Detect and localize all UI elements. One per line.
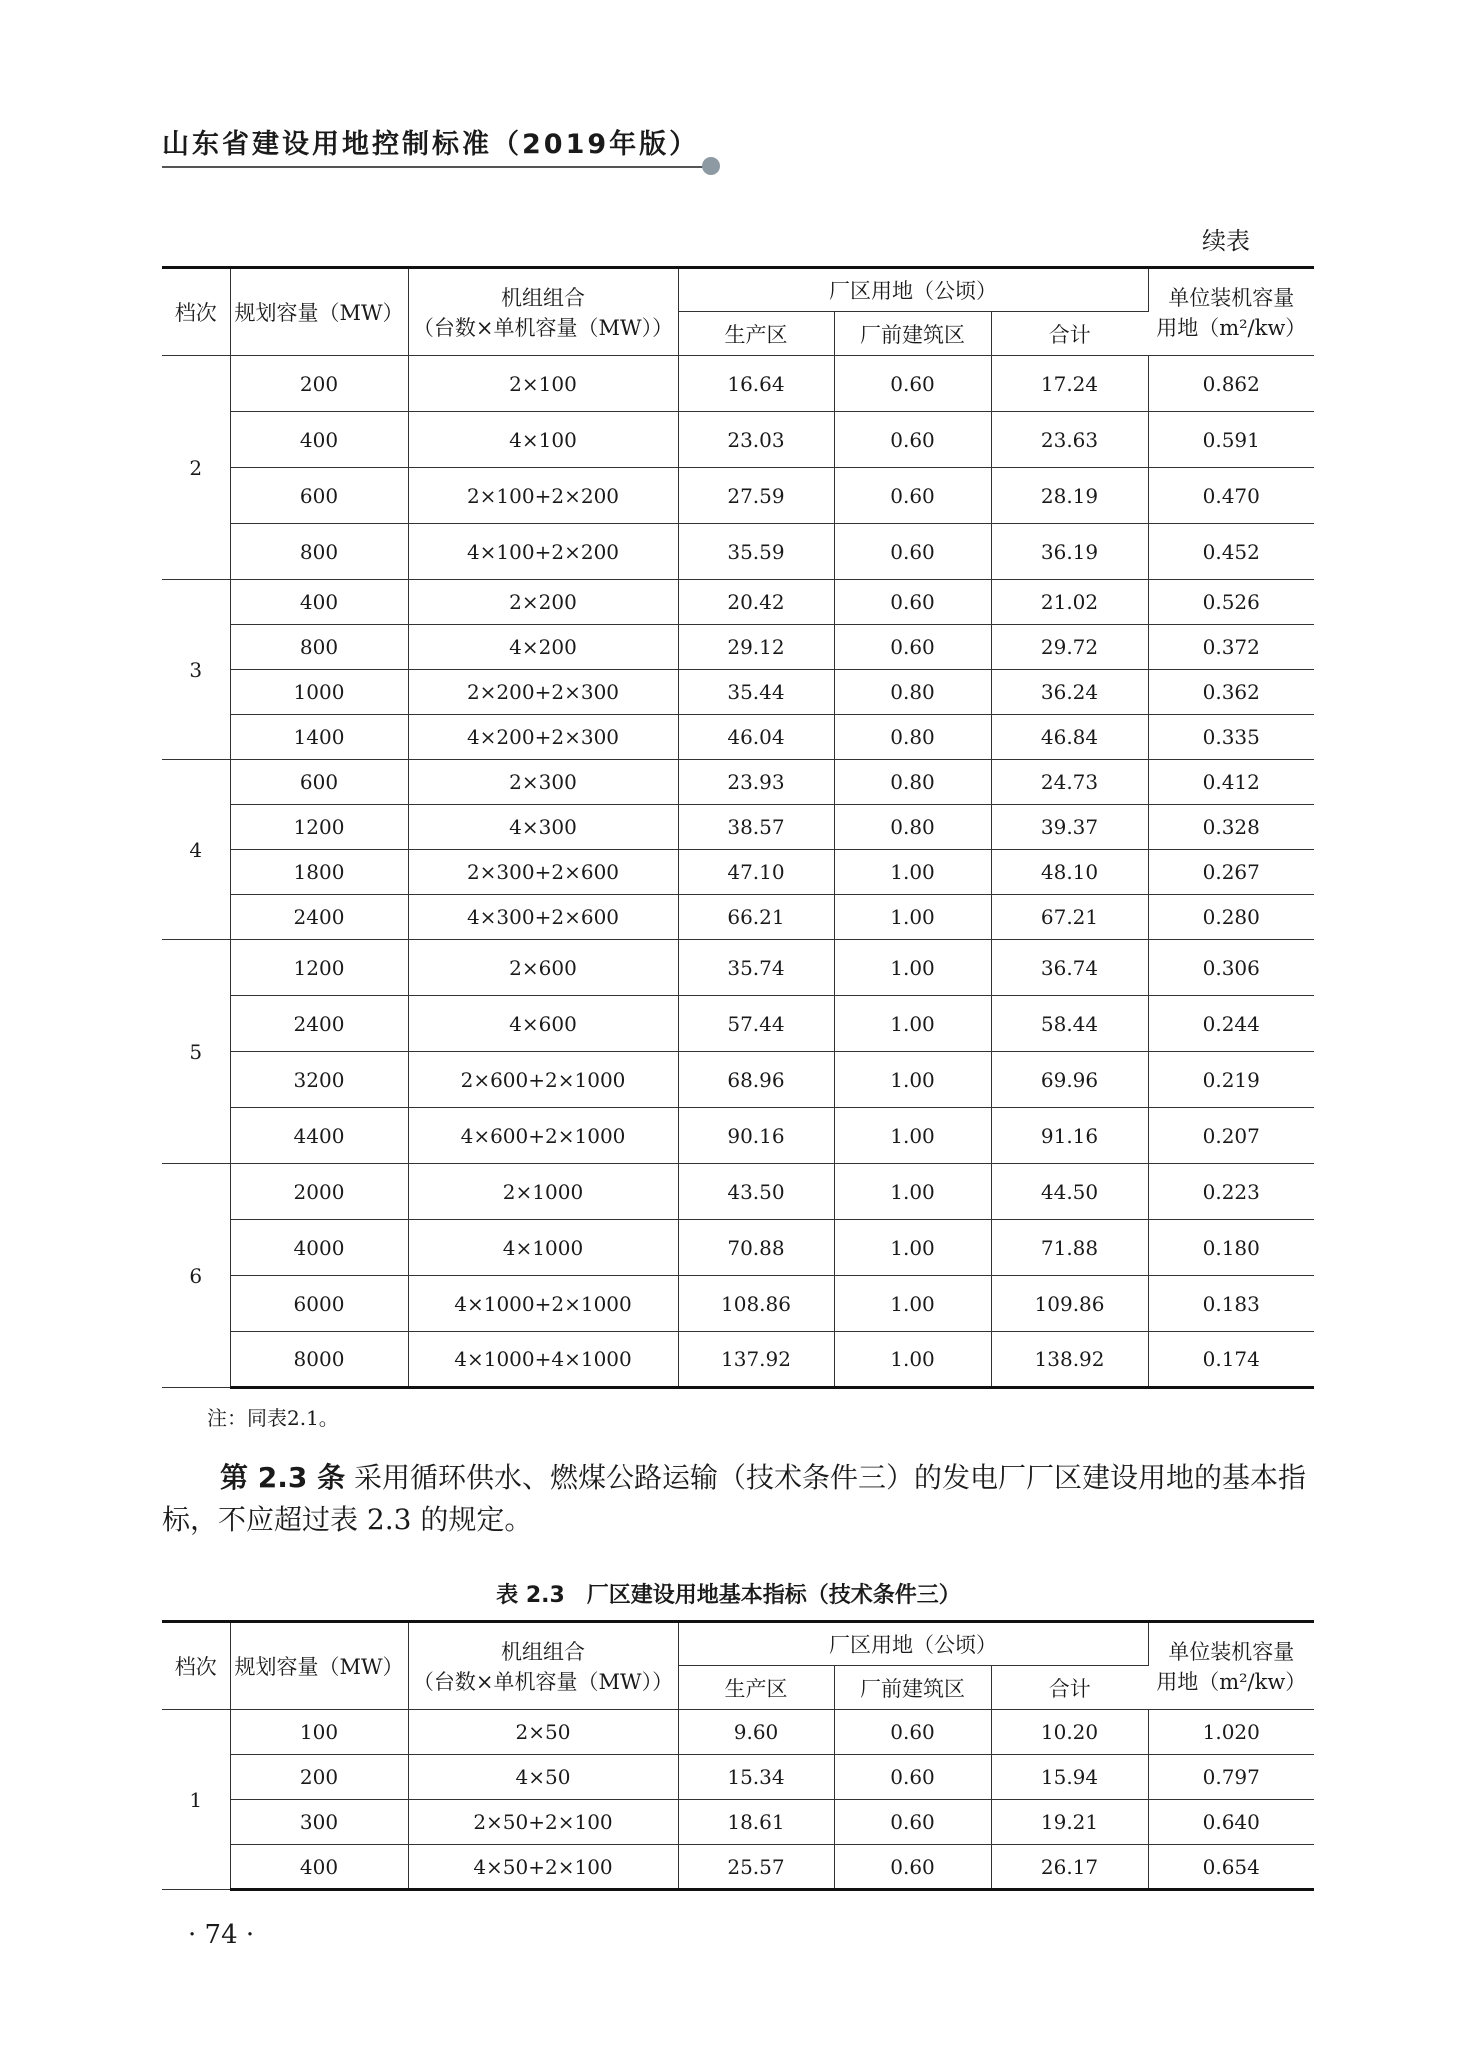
units-cell: 2×1000 — [408, 1164, 678, 1220]
header-unit-line1: 单位装机容量 — [1168, 1640, 1295, 1664]
production-cell: 16.64 — [678, 356, 834, 412]
article-number: 第 2.3 条 — [220, 1461, 346, 1494]
page-number: · 74 · — [188, 1920, 255, 1950]
production-cell: 35.74 — [678, 940, 834, 996]
production-cell: 25.57 — [678, 1845, 834, 1890]
tier-cell: 3 — [162, 580, 230, 760]
front-cell: 0.60 — [834, 1845, 991, 1890]
production-cell: 70.88 — [678, 1220, 834, 1276]
units-cell: 2×50 — [408, 1710, 678, 1755]
capacity-cell: 2400 — [230, 996, 408, 1052]
production-cell: 23.03 — [678, 412, 834, 468]
header-units — [408, 268, 678, 356]
unit-area-cell: 0.207 — [1148, 1108, 1314, 1164]
capacity-cell: 6000 — [230, 1276, 408, 1332]
total-cell: 91.16 — [991, 1108, 1148, 1164]
production-cell: 90.16 — [678, 1108, 834, 1164]
production-cell: 29.12 — [678, 625, 834, 670]
unit-area-cell: 0.223 — [1148, 1164, 1314, 1220]
units-cell: 4×200 — [408, 625, 678, 670]
header-capacity: 规划容量（MW） — [230, 268, 408, 356]
front-cell: 1.00 — [834, 850, 991, 895]
total-cell: 39.37 — [991, 805, 1148, 850]
header-dot-ornament — [702, 157, 720, 175]
unit-area-cell: 0.797 — [1148, 1755, 1314, 1800]
table2-body — [162, 1710, 1314, 1890]
front-cell: 0.60 — [834, 1800, 991, 1845]
header-site-area: 厂区用地（公顷） — [678, 1622, 1148, 1666]
units-cell: 2×50+2×100 — [408, 1800, 678, 1845]
front-cell: 0.60 — [834, 524, 991, 580]
units-cell: 2×600 — [408, 940, 678, 996]
header-unit-line2: 用地（m²/kw） — [1156, 1670, 1307, 1694]
total-cell: 29.72 — [991, 625, 1148, 670]
production-cell: 137.92 — [678, 1332, 834, 1388]
total-cell: 15.94 — [991, 1755, 1148, 1800]
table-row — [162, 524, 1314, 580]
unit-area-cell: 0.526 — [1148, 580, 1314, 625]
table-row — [162, 715, 1314, 760]
production-cell: 38.57 — [678, 805, 834, 850]
production-cell: 108.86 — [678, 1276, 834, 1332]
table-row — [162, 1108, 1314, 1164]
units-cell: 2×100 — [408, 356, 678, 412]
units-cell: 4×1000+2×1000 — [408, 1276, 678, 1332]
total-cell: 48.10 — [991, 850, 1148, 895]
running-header-title: 山东省建设用地控制标准（2019年版） — [162, 129, 700, 160]
front-cell: 1.00 — [834, 996, 991, 1052]
table-row — [162, 625, 1314, 670]
front-cell: 0.60 — [834, 356, 991, 412]
units-cell: 2×100+2×200 — [408, 468, 678, 524]
header-rule — [162, 166, 710, 168]
table-row — [162, 1220, 1314, 1276]
capacity-cell: 200 — [230, 1755, 408, 1800]
table-row — [162, 850, 1314, 895]
capacity-cell: 1400 — [230, 715, 408, 760]
capacity-cell: 2400 — [230, 895, 408, 940]
total-cell: 69.96 — [991, 1052, 1148, 1108]
header-tier: 档次 — [162, 1622, 230, 1710]
units-cell: 4×100+2×200 — [408, 524, 678, 580]
unit-area-cell: 0.244 — [1148, 996, 1314, 1052]
header-unit-area — [1148, 268, 1314, 356]
front-cell: 0.80 — [834, 805, 991, 850]
header-units-line1: 机组组合 — [501, 286, 585, 310]
front-cell: 1.00 — [834, 1052, 991, 1108]
unit-area-cell: 1.020 — [1148, 1710, 1314, 1755]
total-cell: 17.24 — [991, 356, 1148, 412]
capacity-cell: 1000 — [230, 670, 408, 715]
header-production: 生产区 — [678, 312, 834, 356]
production-cell: 46.04 — [678, 715, 834, 760]
front-cell: 1.00 — [834, 1332, 991, 1388]
total-cell: 46.84 — [991, 715, 1148, 760]
capacity-cell: 400 — [230, 1845, 408, 1890]
header-units-line1: 机组组合 — [501, 1640, 585, 1664]
unit-area-cell: 0.412 — [1148, 760, 1314, 805]
front-cell: 0.80 — [834, 760, 991, 805]
units-cell: 2×600+2×1000 — [408, 1052, 678, 1108]
production-cell: 20.42 — [678, 580, 834, 625]
total-cell: 28.19 — [991, 468, 1148, 524]
capacity-cell: 100 — [230, 1710, 408, 1755]
front-cell: 0.60 — [834, 1710, 991, 1755]
table-row — [162, 996, 1314, 1052]
units-cell: 4×100 — [408, 412, 678, 468]
header-site-area: 厂区用地（公顷） — [678, 268, 1148, 312]
header-front: 厂前建筑区 — [834, 1666, 991, 1710]
front-cell: 0.60 — [834, 468, 991, 524]
front-cell: 0.60 — [834, 1755, 991, 1800]
total-cell: 44.50 — [991, 1164, 1148, 1220]
production-cell: 15.34 — [678, 1755, 834, 1800]
table1-body — [162, 356, 1314, 1388]
table-row — [162, 1164, 1314, 1220]
unit-area-cell: 0.328 — [1148, 805, 1314, 850]
production-cell: 43.50 — [678, 1164, 834, 1220]
header-unit-line1: 单位装机容量 — [1168, 286, 1295, 310]
tier-cell: 4 — [162, 760, 230, 940]
table-row — [162, 895, 1314, 940]
total-cell: 21.02 — [991, 580, 1148, 625]
unit-area-cell: 0.362 — [1148, 670, 1314, 715]
table-row — [162, 1332, 1314, 1388]
production-cell: 35.59 — [678, 524, 834, 580]
capacity-cell: 600 — [230, 760, 408, 805]
header-units-line2: （台数×单机容量（MW）） — [412, 1670, 674, 1694]
table-note: 注：同表2.1。 — [207, 1406, 339, 1430]
units-cell: 4×1000 — [408, 1220, 678, 1276]
total-cell: 109.86 — [991, 1276, 1148, 1332]
total-cell: 36.19 — [991, 524, 1148, 580]
table-row — [162, 1755, 1314, 1800]
capacity-cell: 8000 — [230, 1332, 408, 1388]
front-cell: 0.60 — [834, 412, 991, 468]
units-cell: 2×200+2×300 — [408, 670, 678, 715]
unit-area-cell: 0.654 — [1148, 1845, 1314, 1890]
units-cell: 4×300+2×600 — [408, 895, 678, 940]
capacity-cell: 1800 — [230, 850, 408, 895]
unit-area-cell: 0.306 — [1148, 940, 1314, 996]
table-2-3 — [162, 1620, 1314, 1891]
tier-cell: 6 — [162, 1164, 230, 1388]
tier-cell: 1 — [162, 1710, 230, 1890]
header-total: 合计 — [991, 1666, 1148, 1710]
header-capacity: 规划容量（MW） — [230, 1622, 408, 1710]
unit-area-cell: 0.183 — [1148, 1276, 1314, 1332]
unit-area-cell: 0.180 — [1148, 1220, 1314, 1276]
table-row — [162, 1845, 1314, 1890]
unit-area-cell: 0.640 — [1148, 1800, 1314, 1845]
unit-area-cell: 0.267 — [1148, 850, 1314, 895]
table-row — [162, 940, 1314, 996]
capacity-cell: 800 — [230, 625, 408, 670]
front-cell: 0.80 — [834, 715, 991, 760]
table-row — [162, 1276, 1314, 1332]
units-cell: 4×50+2×100 — [408, 1845, 678, 1890]
table-row — [162, 1710, 1314, 1755]
units-cell: 2×300+2×600 — [408, 850, 678, 895]
header-production: 生产区 — [678, 1666, 834, 1710]
total-cell: 24.73 — [991, 760, 1148, 805]
table-continued — [162, 266, 1314, 1389]
unit-area-cell: 0.280 — [1148, 895, 1314, 940]
units-cell: 2×200 — [408, 580, 678, 625]
table-row — [162, 1800, 1314, 1845]
header-units — [408, 1622, 678, 1710]
table-row — [162, 580, 1314, 625]
front-cell: 1.00 — [834, 1164, 991, 1220]
unit-area-cell: 0.174 — [1148, 1332, 1314, 1388]
capacity-cell: 3200 — [230, 1052, 408, 1108]
front-cell: 1.00 — [834, 1108, 991, 1164]
units-cell: 4×50 — [408, 1755, 678, 1800]
front-cell: 1.00 — [834, 940, 991, 996]
unit-area-cell: 0.372 — [1148, 625, 1314, 670]
capacity-cell: 4000 — [230, 1220, 408, 1276]
front-cell: 0.60 — [834, 625, 991, 670]
capacity-cell: 200 — [230, 356, 408, 412]
front-cell: 1.00 — [834, 1220, 991, 1276]
table-row — [162, 1052, 1314, 1108]
capacity-cell: 1200 — [230, 805, 408, 850]
capacity-cell: 300 — [230, 1800, 408, 1845]
production-cell: 35.44 — [678, 670, 834, 715]
unit-area-cell: 0.470 — [1148, 468, 1314, 524]
unit-area-cell: 0.219 — [1148, 1052, 1314, 1108]
table-row — [162, 760, 1314, 805]
total-cell: 23.63 — [991, 412, 1148, 468]
table-row — [162, 805, 1314, 850]
units-cell: 4×1000+4×1000 — [408, 1332, 678, 1388]
production-cell: 68.96 — [678, 1052, 834, 1108]
capacity-cell: 1200 — [230, 940, 408, 996]
header-total: 合计 — [991, 312, 1148, 356]
table-row — [162, 670, 1314, 715]
unit-area-cell: 0.452 — [1148, 524, 1314, 580]
units-cell: 4×300 — [408, 805, 678, 850]
table-row — [162, 412, 1314, 468]
unit-area-cell: 0.335 — [1148, 715, 1314, 760]
production-cell: 23.93 — [678, 760, 834, 805]
article-paragraph — [162, 1457, 1314, 1541]
total-cell: 58.44 — [991, 996, 1148, 1052]
capacity-cell: 800 — [230, 524, 408, 580]
front-cell: 0.80 — [834, 670, 991, 715]
header-unit-line2: 用地（m²/kw） — [1156, 316, 1307, 340]
capacity-cell: 2000 — [230, 1164, 408, 1220]
units-cell: 4×600+2×1000 — [408, 1108, 678, 1164]
capacity-cell: 400 — [230, 412, 408, 468]
capacity-cell: 600 — [230, 468, 408, 524]
front-cell: 0.60 — [834, 580, 991, 625]
table-row — [162, 468, 1314, 524]
header-unit-area — [1148, 1622, 1314, 1710]
capacity-cell: 400 — [230, 580, 408, 625]
units-cell: 4×200+2×300 — [408, 715, 678, 760]
unit-area-cell: 0.862 — [1148, 356, 1314, 412]
capacity-cell: 4400 — [230, 1108, 408, 1164]
production-cell: 27.59 — [678, 468, 834, 524]
total-cell: 19.21 — [991, 1800, 1148, 1845]
total-cell: 26.17 — [991, 1845, 1148, 1890]
unit-area-cell: 0.591 — [1148, 412, 1314, 468]
continued-label: 续表 — [1202, 227, 1250, 255]
header-tier: 档次 — [162, 268, 230, 356]
production-cell: 47.10 — [678, 850, 834, 895]
tier-cell: 2 — [162, 356, 230, 580]
tier-cell: 5 — [162, 940, 230, 1164]
table-row — [162, 356, 1314, 412]
production-cell: 18.61 — [678, 1800, 834, 1845]
header-front: 厂前建筑区 — [834, 312, 991, 356]
total-cell: 138.92 — [991, 1332, 1148, 1388]
units-cell: 2×300 — [408, 760, 678, 805]
production-cell: 57.44 — [678, 996, 834, 1052]
front-cell: 1.00 — [834, 895, 991, 940]
total-cell: 67.21 — [991, 895, 1148, 940]
total-cell: 10.20 — [991, 1710, 1148, 1755]
front-cell: 1.00 — [834, 1276, 991, 1332]
article-text: 采用循环供水、燃煤公路运输（技术条件三）的发电厂厂区建设用地的基本指标，不应超过表 2.3 的规定。 — [162, 1461, 1307, 1536]
table2-caption: 表 2.3 厂区建设用地基本指标（技术条件三） — [496, 1583, 961, 1608]
production-cell: 66.21 — [678, 895, 834, 940]
total-cell: 36.74 — [991, 940, 1148, 996]
total-cell: 71.88 — [991, 1220, 1148, 1276]
header-units-line2: （台数×单机容量（MW）） — [412, 316, 674, 340]
units-cell: 4×600 — [408, 996, 678, 1052]
production-cell: 9.60 — [678, 1710, 834, 1755]
total-cell: 36.24 — [991, 670, 1148, 715]
